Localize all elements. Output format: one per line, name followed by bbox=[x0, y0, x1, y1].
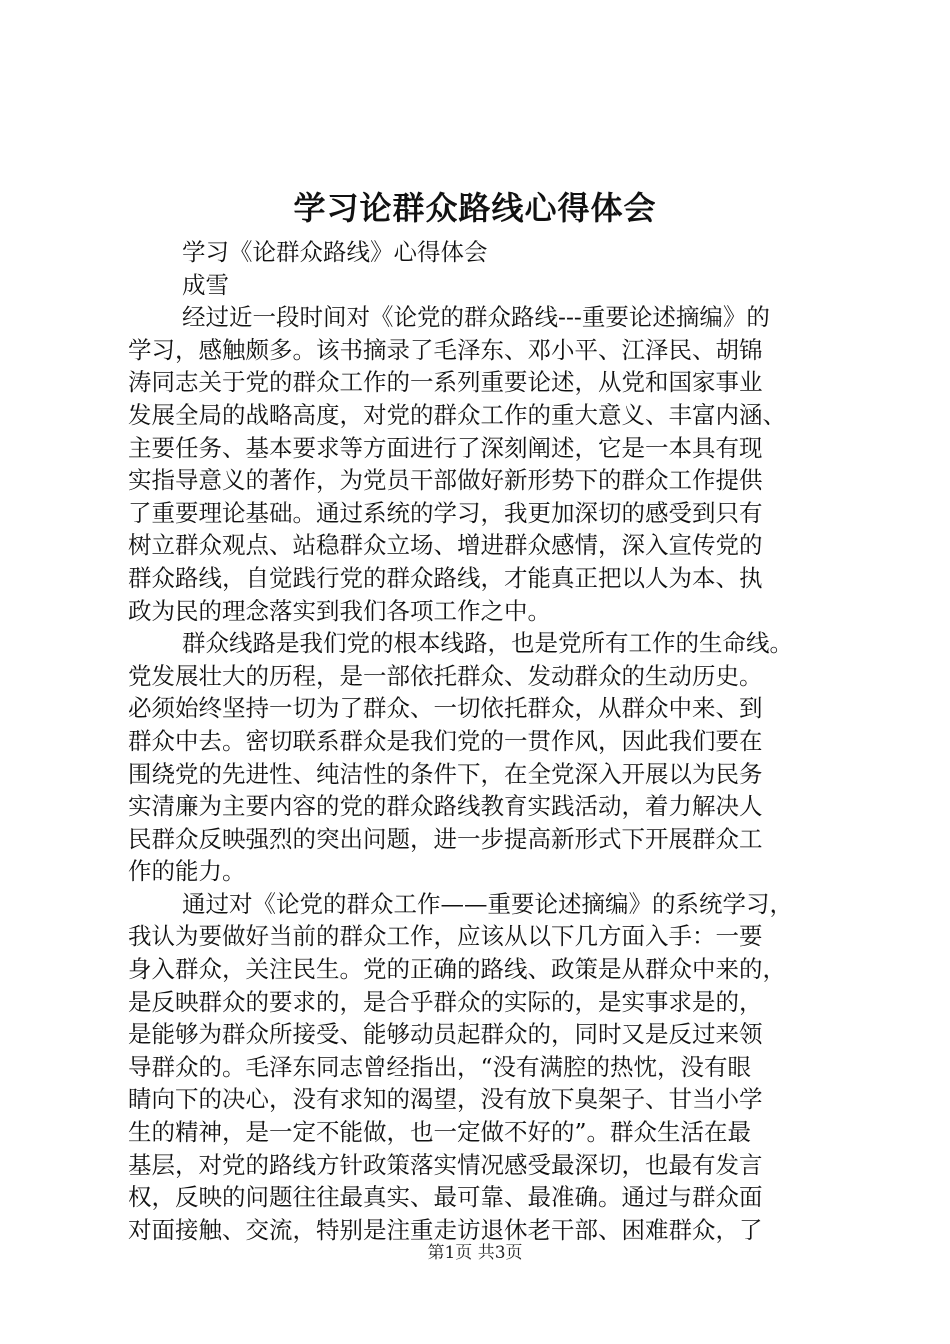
body-line: 涛同志关于党的群众工作的一系列重要论述，从党和国家事业 bbox=[128, 368, 763, 397]
body-line: 经过近一段时间对《论党的群众路线---重要论述摘编》的 bbox=[182, 303, 770, 332]
body-line: 树立群众观点、站稳群众立场、增进群众感情，深入宣传党的 bbox=[128, 531, 763, 560]
body-line: 主要任务、基本要求等方面进行了深刻阐述，它是一本具有现 bbox=[128, 433, 763, 462]
body-line: 政为民的理念落实到我们各项工作之中。 bbox=[128, 596, 551, 625]
body-line: 围绕党的先进性、纯洁性的条件下，在全党深入开展以为民务 bbox=[128, 759, 763, 788]
body-line: 通过对《论党的群众工作——重要论述摘编》的系统学习， bbox=[182, 889, 793, 918]
body-line: 群众线路是我们党的根本线路，也是党所有工作的生命线。 bbox=[182, 629, 793, 658]
body-line: 睛向下的决心，没有求知的渴望，没有放下臭架子、甘当小学 bbox=[128, 1085, 763, 1114]
body-line: 导群众的。毛泽东同志曾经指出，“没有满腔的热忱，没有眼 bbox=[128, 1052, 752, 1081]
body-line: 对面接触、交流，特别是注重走访退休老干部、困难群众，了 bbox=[128, 1215, 763, 1244]
body-line: 是能够为群众所接受、能够动员起群众的，同时又是反过来领 bbox=[128, 1020, 763, 1049]
body-line: 必须始终坚持一切为了群众、一切依托群众，从群众中来、到 bbox=[128, 694, 763, 723]
body-line: 学习，感触颇多。该书摘录了毛泽东、邓小平、江泽民、胡锦 bbox=[128, 335, 763, 364]
body-line: 党发展壮大的历程，是一部依托群众、发动群众的生动历史。 bbox=[128, 661, 763, 690]
body-line: 基层，对党的路线方针政策落实情况感受最深切，也最有发言 bbox=[128, 1150, 763, 1179]
body-line: 我认为要做好当前的群众工作，应该从以下几方面入手：一要 bbox=[128, 922, 763, 951]
document-title: 学习论群众路线心得体会 bbox=[293, 189, 657, 227]
body-line: 发展全局的战略高度，对党的群众工作的重大意义、丰富内涵、 bbox=[128, 400, 786, 429]
body-line: 生的精神，是一定不能做，也一定做不好的”。群众生活在最 bbox=[128, 1118, 752, 1147]
body-line: 群众中去。密切联系群众是我们党的一贯作风，因此我们要在 bbox=[128, 726, 763, 755]
body-line: 成雪 bbox=[182, 270, 229, 299]
body-line: 权，反映的问题往往最真实、最可靠、最准确。通过与群众面 bbox=[128, 1183, 763, 1212]
document-body bbox=[128, 236, 838, 1246]
body-line: 民群众反映强烈的突出问题，进一步提高新形式下开展群众工 bbox=[128, 824, 763, 853]
body-line: 作的能力。 bbox=[128, 857, 246, 886]
page-footer: 第1页 共3页 bbox=[427, 1243, 523, 1263]
body-line: 是反映群众的要求的，是合乎群众的实际的，是实事求是的， bbox=[128, 987, 763, 1016]
body-line: 实指导意义的著作，为党员干部做好新形势下的群众工作提供 bbox=[128, 466, 763, 495]
body-line: 学习《论群众路线》心得体会 bbox=[182, 238, 488, 266]
body-line: 了重要理论基础。通过系统的学习，我更加深切的感受到只有 bbox=[128, 498, 763, 527]
body-line: 群众路线，自觉践行党的群众路线，才能真正把以人为本、执 bbox=[128, 563, 763, 592]
body-line: 实清廉为主要内容的党的群众路线教育实践活动，着力解决人 bbox=[128, 792, 763, 821]
body-line: 身入群众，关注民生。党的正确的路线、政策是从群众中来的， bbox=[128, 955, 786, 984]
